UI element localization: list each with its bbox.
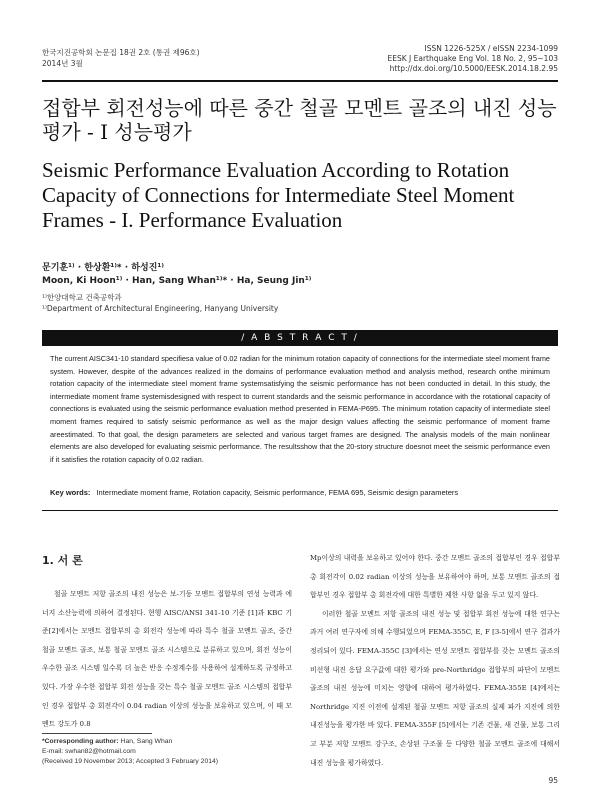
page-number: 95 xyxy=(548,776,558,785)
intro-paragraph-2: 이러한 철골 모멘트 저항 골조의 내진 성능 및 접합부 회전 성능에 대한 연구는 과거 여러 연구자에 의해 수행되었으며 FEMA-355C, E, F [3-5]에서 연구 결과가 정리되어 있다. FEMA-355C [3]에서는 연성 모멘트 접합부를 갖는 모멘트 골조의 비선형 내진 응답 요구값에 대한 평가와 pre-Northridge 접합부의 파단이 모멘트 골조의 내진 성능에 미치는 영향에 대하여 평가하였다. FEMA-355E [4]에서는 Northridge 지진 이전에 설계된 철골 모멘트 저항 골조의 실제 파가 지진에 의한 내진성능을 평가한 바 있다. FEMA-355F [5]에서는 기존 건물, 새 건물, 보통 그리고 부분 저항 모멘트 강구조, 손상된 구조물 등 다양한 철골 모멘트 골조에 대해서 내진 성능을 평가하였다. xyxy=(310,609,560,767)
issue-date-ko: 2014년 3월 xyxy=(42,59,83,68)
keywords-list: Intermediate moment frame, Rotation capacity, Seismic performance, FEMA 695, Seismic design parameters xyxy=(96,488,459,497)
header-divider xyxy=(42,80,558,82)
affiliation xyxy=(42,292,278,314)
abstract-header-bar: / A B S T R A C T / xyxy=(42,330,558,346)
journal-header-left xyxy=(42,47,200,69)
issn: ISSN 1226-525X / eISSN 2234-1099 xyxy=(424,44,558,53)
section-title-introduction: 1. 서 론 xyxy=(42,554,83,567)
title-korean: 접합부 회전성능에 따른 중간 철골 모멘트 골조의 내진 성능 평가 - Ⅰ 성능평가 xyxy=(42,96,557,144)
footnote-divider xyxy=(42,733,152,734)
authors-korean: 문기훈¹⁾ · 한상환¹⁾* · 하성진¹⁾ xyxy=(42,263,164,273)
authors-english: Moon, Ki Hoon¹⁾ · Han, Sang Whan¹⁾* · Ha, Seung Jin¹⁾ xyxy=(42,276,312,286)
keywords-label: Key words: xyxy=(50,488,91,497)
abstract-divider xyxy=(42,510,558,511)
body-column-left xyxy=(42,585,292,734)
journal-name-ko: 한국지진공학회 논문집 18권 2호 (통권 제96호) xyxy=(42,48,200,57)
body-column-right xyxy=(310,549,560,772)
corresponding-email[interactable]: E-mail: swhan82@hotmail.com xyxy=(42,748,136,755)
intro-paragraph-1-cont: Mp이상의 내력을 보유하고 있어야 한다. 중간 모멘트 골조의 접합부인 경우 접합부 총 회전각이 0.02 radian 이상의 성능을 보유하여야 하며, 보통 모멘트 골조의 접합부인 경우 접합부 총 회전각에 대한 특별한 제한 사항 없을 두고 있지 않다. xyxy=(310,554,560,600)
received-date: (Received 19 November 2013; Accepted 3 February 2014) xyxy=(42,758,219,765)
corresponding-label: *Corresponding author: xyxy=(42,738,119,745)
journal-header-right xyxy=(387,44,558,74)
journal-name-en: EESK J Earthquake Eng Vol. 18 No. 2, 95~103 xyxy=(387,54,558,63)
title-english: Seismic Performance Evaluation According to Rotation Capacity of Connections for Intermediate Steel Moment Frames - I. Performance Evaluation xyxy=(42,158,515,232)
abstract-text: The current AISC341-10 standard specifiesa value of 0.02 radian for the minimum rotation capacity of connections for the intermediate steel moment frame system. However, despite of the advances realized in the domains of performance evaluation method and analysis method, research onthe minimum rotation capacity of the intermediate steel moment frame systemsatisfying the seismic performance has not been conducted in detail. In this study, the intermediate moment frame systemisdesigned with respect to current standards and the seismic performance in accordance with the rotational capacity of connections is evaluated using the seismic performance evaluation method presented in FEMA-P695. The minimum rotation capacity of intermediate steel moment frames required to satisfy seismic performance as well as the major design values affecting the seismic performance of moment frame areestimated. To that goal, the design parameters are selected and various target frames are designed. The analysis models of the main nonlinear elements are also developed for evaluating seismic performance. The resultsshow that the 20-story structure doesnot meet the seismic performance even if it satisfies the rotation capacity of 0.02 radian. xyxy=(50,354,550,464)
affiliation-en: ¹⁾Department of Architectural Engineering, Hanyang University xyxy=(42,304,279,313)
affiliation-ko: ¹⁾한양대학교 건축공학과 xyxy=(42,293,122,302)
keywords xyxy=(50,488,550,497)
doi-link[interactable]: http://dx.doi.org/10.5000/EESK.2014.18.2.95 xyxy=(389,64,558,73)
intro-paragraph-1: 철골 모멘트 저항 골조의 내진 성능은 보-기둥 모멘트 접합부의 연성 능력과 에너지 소산능력에 의하여 결정된다. 현행 AISC/ANSI 341-10 기준 [1]과 KBC 기준[2]에서는 모멘트 접합부의 총 회전각 성능에 따라 특수 철골 모멘트 골조, 중간 철골 모멘트 골조, 보통 철골 모멘트 골조 시스템으로 분류하고 있으며, 회전 성능이 우수한 골조 시스템 일수록 더 높은 반응 수정계수를 사용하여 설계하도록 규정하고 있다. 가장 우수한 접합부 회전 성능을 갖는 특수 철골 모멘트 골조 시스템의 접합부인 경우 접합부 총 회전각이 0.04 radian 이상의 성능을 보유하고 있으며, 이 때 모멘트 강도가 0.8 xyxy=(42,590,292,729)
corresponding-name: Han, Sang Whan xyxy=(120,738,173,745)
footnote xyxy=(42,737,218,767)
